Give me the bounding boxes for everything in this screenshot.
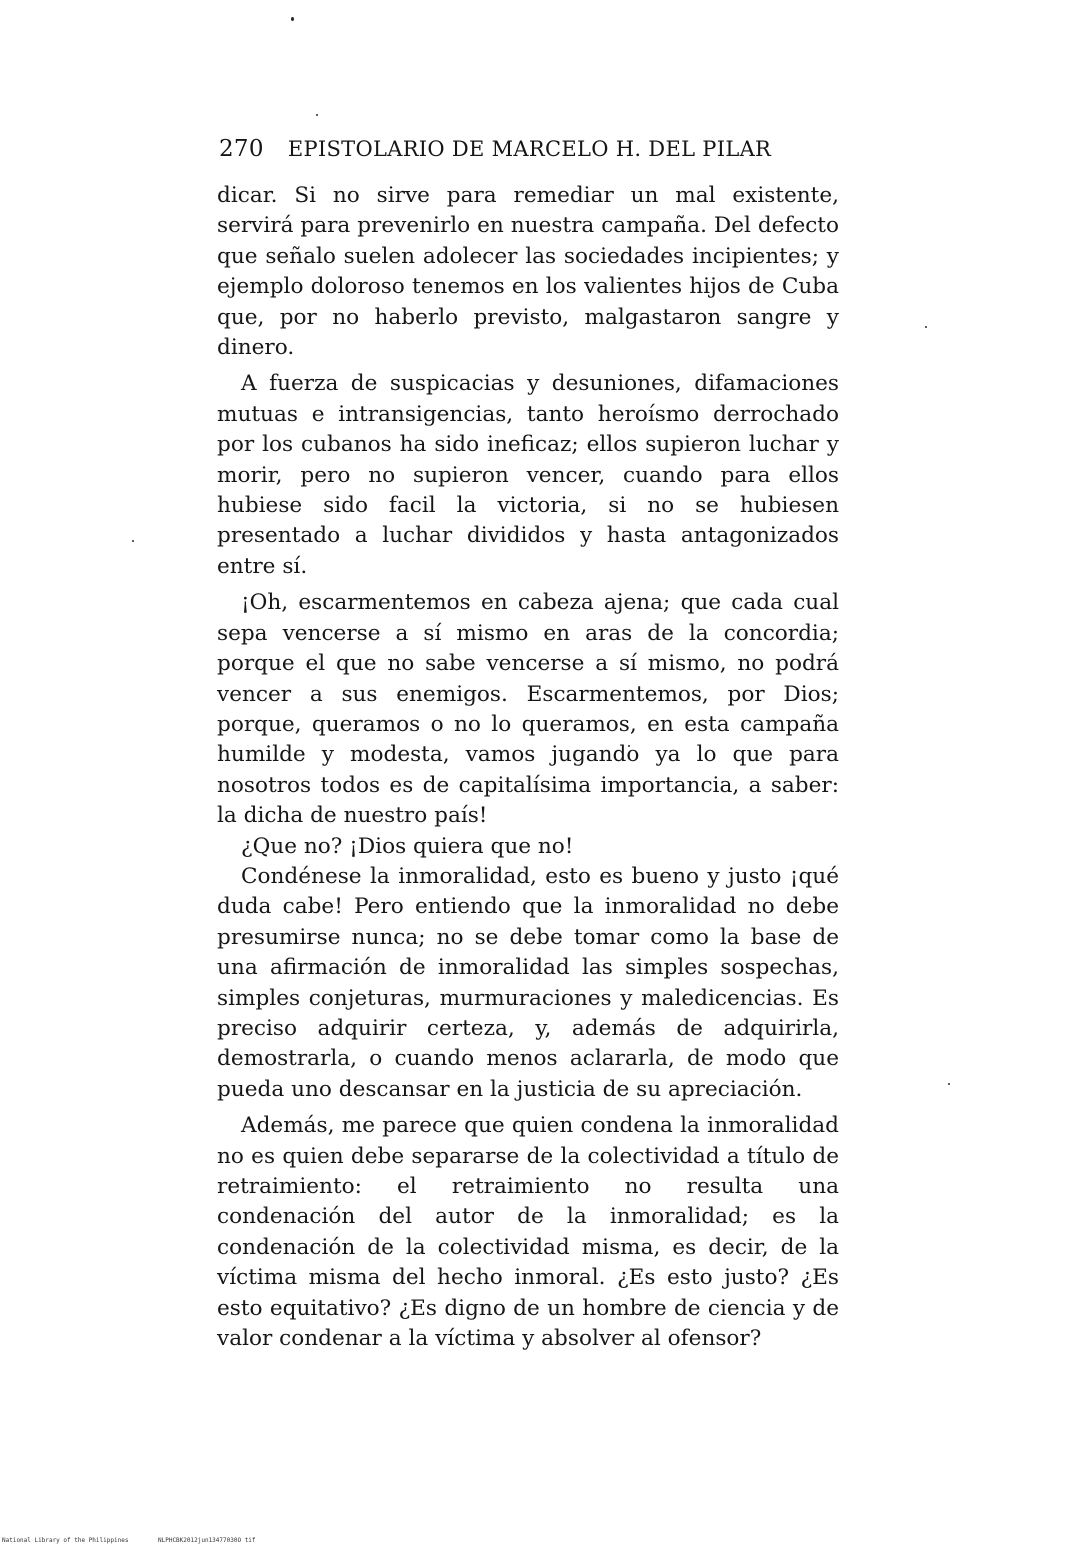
paragraph-continuation: dicar. Si no sirve para remediar un mal existente, servirá para prevenirlo en nuestra campaña. Del defecto que señalo suelen adolecer las sociedades incipientes; y ejemplo doloroso tenemos en los valientes hijos de Cuba que, por no haberlo previsto, malgastaron sangre y dinero. (217, 183, 839, 361)
body-text (217, 181, 839, 1354)
scan-speck (132, 540, 134, 542)
paragraph: ¡Oh, escarmentemos en cabeza ajena; que cada cual sepa vencerse a sí mismo en aras de la concordia; porque el que no sabe vencerse a sí mismo, no podrá vencer a sus enemigos. Escarmentemos, por Dios; porque, queramos o no lo queramos, en esta campaña humilde y modesta, vamos jugando ya lo que para nosotros todos es de capitalísima importancia, a saber: la dicha de nuestro país! (217, 590, 839, 829)
scan-footer-file-id: NLPHCBK2012jun13477030O tif (158, 1537, 256, 1544)
scan-speck (316, 114, 318, 116)
paragraph: A fuerza de suspicacias y desuniones, difamaciones mutuas e intransigencias, tanto heroísmo derrochado por los cubanos ha sido ineficaz; ellos supieron luchar y morir, pero no supieron vencer, cuando para ellos hubiese sido facil la victoria, si no se hubiesen presentado a luchar divididos y hasta antagonizados entre sí. (217, 371, 839, 579)
paragraph: ¿Que no? ¡Dios quiera que no! (241, 833, 574, 859)
paragraph: Además, me parece que quien condena la inmoralidad no es quien debe separarse de la colectividad a título de retraimiento: el retraimiento no resulta una condenación del autor de la inmoralidad; es la condenación de la colectividad misma, es decir, de la víctima misma del hecho inmoral. ¿Es esto justo? ¿Es esto equitativo? ¿Es digno de un hombre de ciencia y de valor condenar a la víctima y absolver al ofensor? (217, 1113, 839, 1352)
page-number: 270 (219, 136, 264, 162)
running-header (219, 136, 839, 166)
scan-speck (291, 17, 294, 21)
scan-speck (925, 326, 927, 328)
paragraph: Condénese la inmoralidad, esto es bueno y justo ¡qué duda cabe! Pero entiendo que la inmoralidad no debe presumirse nunca; no se debe tomar como la base de una afirmación de inmoralidad las simples sospechas, simples conjeturas, murmuraciones y maledicencias. Es preciso adquirir certeza, y, además de adquirirla, demostrarla, o cuando menos aclararla, de modo que pueda uno descansar en la justicia de su apreciación. (217, 863, 839, 1102)
running-title: EPISTOLARIO DE MARCELO H. DEL PILAR (287, 137, 772, 161)
scan-speck (948, 1083, 950, 1085)
scan-footer-library: National Library of the Philippines (2, 1537, 129, 1544)
